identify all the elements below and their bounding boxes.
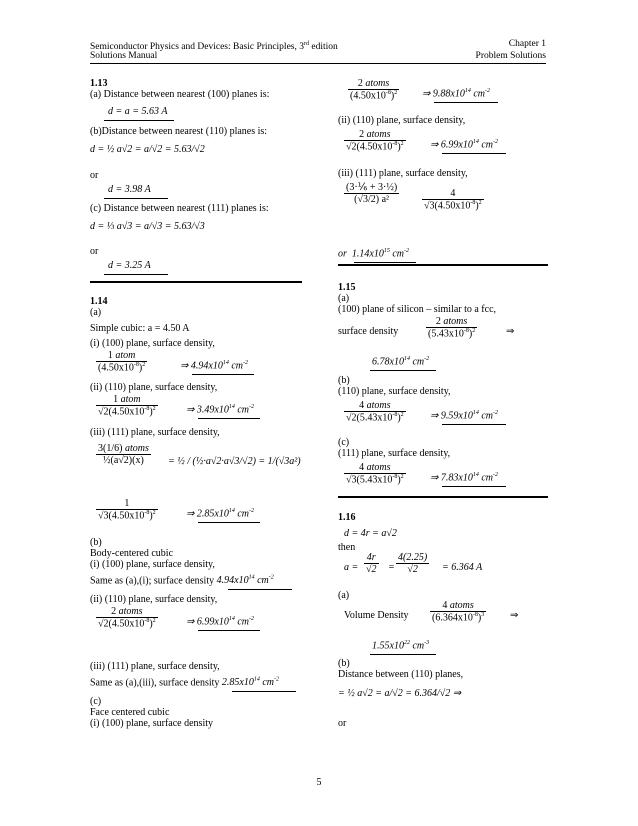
p114-b-iii-same: Same as (a),(iii), surface density $2.85x10^{14}$ $cm^{-2}$ xyxy=(90,677,280,689)
r-ii-fraction: 2 atoms $√2(4.50x10^{-8})^2$ xyxy=(346,129,404,153)
p113-c-eq: d = ⅓ a√3 = a/√3 = 5.63/√3 xyxy=(90,221,205,232)
p114-b-ii-text: (ii) (110) plane, surface density, xyxy=(90,594,218,605)
section-divider xyxy=(90,281,302,283)
p114-i-fraction: 1 atom $(4.50x10^{-8})^2$ xyxy=(98,350,146,374)
p115-b-fraction: 4 atoms $√2(5.43x10^{-8})^2$ xyxy=(346,400,404,424)
header-rule xyxy=(90,63,546,64)
p114-b-ii-fraction: 2 atoms $√2(4.50x10^{-8})^2$ xyxy=(98,606,156,630)
p116-or: or xyxy=(338,718,347,729)
r-iii-text: (iii) (111) plane, surface density, xyxy=(338,168,468,179)
p114-b-label: (b) xyxy=(90,537,102,548)
p114-b-ii-result: ⇒ $6.99x10^{14}$ $cm^{-2}$ xyxy=(186,616,255,628)
header-chapter: Chapter 1 xyxy=(508,39,546,49)
r-ii-result: ⇒ $6.99x10^{14}$ $cm^{-2}$ xyxy=(430,139,499,151)
p115-c-text: (111) plane, surface density, xyxy=(338,448,451,459)
p114-b-i-same: Same as (a),(i); surface density $4.94x10^{14}$ $cm^{-2}$ xyxy=(90,575,274,587)
p113-c-text: (c) Distance between nearest (111) planes is: xyxy=(90,203,269,214)
header-subtitle: Solutions Manual xyxy=(90,51,158,61)
p114-b-iii-text: (iii) (111) plane, surface density, xyxy=(90,661,220,672)
p115-a-text: (100) plane of silicon – similar to a fcc, xyxy=(338,304,497,315)
p115-b-result: ⇒ $9.59x10^{14}$ $cm^{-2}$ xyxy=(430,410,499,422)
p116-vd-fraction: 4 atoms $(6.364x10^{-8})^3$ xyxy=(432,600,485,624)
p115-c-result: ⇒ $7.83x10^{14}$ $cm^{-2}$ xyxy=(430,472,499,484)
p116-a-result: = 6.364 A xyxy=(442,562,483,573)
p116-b-eq: = ½ a√2 = a/√2 = 6.364/√2 ⇒ xyxy=(338,688,462,699)
p114-sc-text: Simple cubic: a = 4.50 A xyxy=(90,323,190,334)
p114-iii-fraction: 3(1/6) atoms ½(a√2)(x) xyxy=(98,443,149,466)
p115-c-label: (c) xyxy=(338,437,350,448)
r-a-result: ⇒ $9.88x10^{14}$ $cm^{-2}$ xyxy=(422,88,491,100)
p114-b-i-text: (i) (100) plane, surface density, xyxy=(90,559,215,570)
p113-or-1: or xyxy=(90,170,99,181)
problem-1-13-title: 1.13 xyxy=(90,78,108,89)
p116-a-frac2: $\frac{4(2.25)}{√2}$ xyxy=(398,552,428,575)
page: Semiconductor Physics and Devices: Basic Principles, 3rd edition Chapter 1 Solutions Manual Problem Solutions 1.13 (a) Distance between nearest (100) planes is: d = a = 5.63 A (b)Distance between nearest (110) planes is: d = ½ a√2 = a/√2 = 5.63/√2 or d = 3.98 A (c) Distance between nearest (111) planes is: d = ⅓ a√3 = a/√3 = 5.63/√3 or d = 3.25 A 1.14 (a) Simple cubic: a = 4.50 A (i) (100) plane, surface density, 1 atom $(4.50x10^{-8})^2$ ⇒ $4.94x10^{14}$ $cm^{-2}$ (ii) (110) plane, surface density, 1 atom $√2(4.50x10^{-8})^2$ ⇒ $3.49x10^{14}$ $cm^{-2}$ (iii) (111) plane, surface density, 3(1/6) atoms ½(a√2)(x) = ½ / (½·a√2·a√3/√2) = 1/(√3a²) $\frac{1}{√3(4.50x10^{-8})^2}$ ⇒ $2.85x10^{14}$ $cm^{-2}$ (b) Body-centered cubic (i) (100) plane, surface density, Same as (a),(i); surface density $4.94x10^{14}$ $cm^{-2}$ (ii) (110) plane, surface density, 2 atoms $√2(4.50x10^{-8})^2$ ⇒ $6.99x10^{14}$ $cm^{-2}$ (iii) (111) plane, surface density, Same as (a),(iii), surface density $2.85x10^{14}$ $cm^{-2}$ (c) Face centered cubic (i) (100) plane, surface density 2 atoms $(4.50x10^{-8})^2$ ⇒ $9.88x10^{14}$ $cm^{-2}$ (ii) (110) plane, surface density, 2 atoms $√2(4.50x10^{-8})^2$ ⇒ $6.99x10^{14}$ $cm^{-2}$ (iii) (111) plane, surface density, $\frac{\text{(3·⅙ + 3·½)}}{\text{(√3/2) a²}}$ $\frac{4}{√3(4.50x10^{-8})^2}$ or $1.14x10^{15}$ $cm^{-2}$ 1.15 (a) (100) plane of silicon – similar to a fcc, surface density 2 atoms $(5.43x10^{-8})^2$ ⇒ $6.78x10^{14}$ $cm^{-2}$ (b) (110) plane, surface density, 4 atoms $√2(5.43x10^{-8})^2$ ⇒ $9.59x10^{14}$ $cm^{-2}$ (c) (111) plane, surface density, 4 atoms $√3(5.43x10^{-8})^2$ ⇒ $7.83x10^{14}$ $cm^{-2}$ 1.16 d = 4r = a√2 then a = $\frac{4r}{√2}$ = $\frac{4(2.25)}{√2}$ = 6.364 A (a) Volume Density 4 atoms $(6.364x10^{-8})^3$ ⇒ $1.55x10^{22}$ $cm^{-3}$ (b) Distance between (110) planes, = ½ a√2 = a/√2 = 6.364/√2 ⇒ or 5 xyxy=(0,0,638,826)
p115-c-fraction: 4 atoms $√3(5.43x10^{-8})^2$ xyxy=(346,462,404,486)
r-iii-fraction: $\frac{\text{(3·⅙ + 3·½)}}{\text{(√3/2) a²}}$ xyxy=(346,182,398,205)
page-number: 5 xyxy=(316,777,322,788)
p113-a-text: (a) Distance between nearest (100) planes is: xyxy=(90,89,270,100)
problem-1-16-title: 1.16 xyxy=(338,512,356,523)
p115-a-label: (a) xyxy=(338,293,350,304)
p116-vd-result: $1.55x10^{22}$ $cm^{-3}$ xyxy=(372,640,430,652)
p113-b-result: d = 3.98 A xyxy=(108,184,151,195)
p116-a-label: (a) xyxy=(338,590,350,601)
p113-or-2: or xyxy=(90,246,99,257)
p114-i-result: ⇒ $4.94x10^{14}$ $cm^{-2}$ xyxy=(180,360,249,372)
r-iii-fraction2: $\frac{4}{√3(4.50x10^{-8})^2}$ xyxy=(424,188,482,212)
p113-a-eq: d = a = 5.63 A xyxy=(108,106,168,117)
p114-iii-fraction2: $\frac{1}{√3(4.50x10^{-8})^2}$ xyxy=(98,498,156,522)
p114-iii-text: (iii) (111) plane, surface density, xyxy=(90,427,220,438)
p115-b-label: (b) xyxy=(338,375,350,386)
problem-1-15-title: 1.15 xyxy=(338,282,356,293)
p115-a-fraction: 2 atoms $(5.43x10^{-8})^2$ xyxy=(428,316,476,340)
p115-sd-text: surface density xyxy=(338,326,399,337)
p113-c-result: d = 3.25 A xyxy=(108,260,151,271)
section-divider-r xyxy=(338,264,548,266)
p114-ii-result: ⇒ $3.49x10^{14}$ $cm^{-2}$ xyxy=(186,404,255,416)
p116-eq1: d = 4r = a√2 xyxy=(344,528,397,539)
p115-b-text: (110) plane, surface density, xyxy=(338,386,451,397)
p116-a-frac1: $\frac{4r}{√2}$ xyxy=(366,552,377,575)
header-title: Semiconductor Physics and Devices: Basic Principles, 3 xyxy=(90,42,304,53)
p114-bcc-text: Body-centered cubic xyxy=(90,548,174,559)
p115-a-result: $6.78x10^{14}$ $cm^{-2}$ xyxy=(372,356,430,368)
header-section: Problem Solutions xyxy=(475,51,546,61)
p116-b-text: Distance between (110) planes, xyxy=(338,669,464,680)
p114-iii-eq: = ½ / (½·a√2·a√3/√2) = 1/(√3a²) xyxy=(168,456,301,467)
p113-b-text: (b)Distance between nearest (110) planes is: xyxy=(90,126,268,137)
r-or-value: or $1.14x10^{15}$ $cm^{-2}$ xyxy=(338,248,410,260)
p114-ii-text: (ii) (110) plane, surface density, xyxy=(90,382,218,393)
p116-then: then xyxy=(338,542,356,553)
p116-b-label: (b) xyxy=(338,658,350,669)
r-ii-text: (ii) (110) plane, surface density, xyxy=(338,115,466,126)
p116-vd-text: Volume Density xyxy=(344,610,409,621)
p114-iii-result: ⇒ $2.85x10^{14}$ $cm^{-2}$ xyxy=(186,508,255,520)
p114-a-label: (a) xyxy=(90,307,102,318)
r-a-fraction: 2 atoms $(4.50x10^{-8})^2$ xyxy=(350,78,398,102)
p114-ii-fraction: 1 atom $√2(4.50x10^{-8})^2$ xyxy=(98,394,156,418)
p113-b-eq: d = ½ a√2 = a/√2 = 5.63/√2 xyxy=(90,144,205,155)
problem-1-14-title: 1.14 xyxy=(90,296,108,307)
p114-c-i-text: (i) (100) plane, surface density xyxy=(90,718,214,729)
section-divider-r2 xyxy=(338,496,548,498)
p114-i-text: (i) (100) plane, surface density, xyxy=(90,338,215,349)
p114-fcc-text: Face centered cubic xyxy=(90,707,170,718)
p114-c-label: (c) xyxy=(90,696,102,707)
